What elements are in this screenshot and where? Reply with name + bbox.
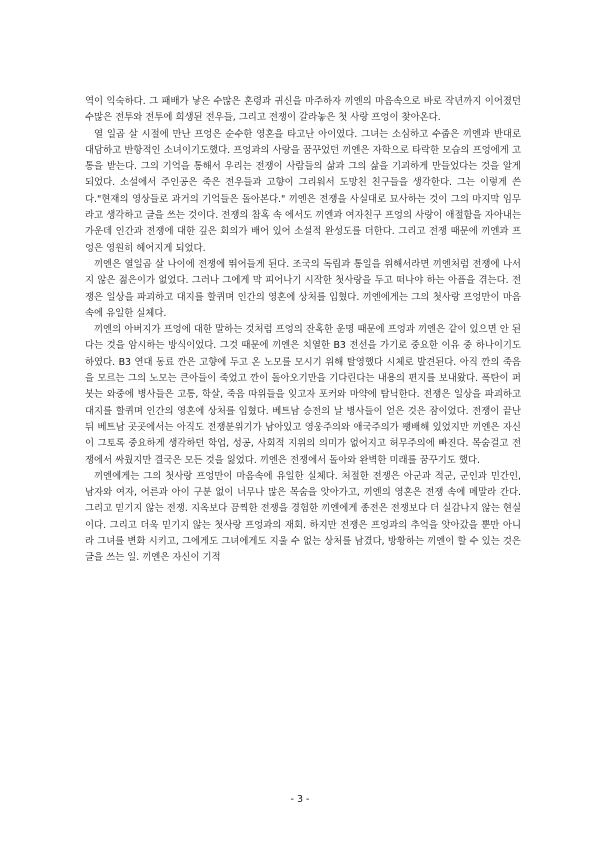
paragraph: 끼엔의 아버지가 프엉에 대한 말하는 것처럼 프엉의 잔혹한 운명 때문에 프엉과 끼엔은 같이 있으면 안 된다는 것을 암시하는 방식이었다. 그것 때문에 끼엔은 치열한 B3 전선을 가기로 중요한 이유 중 하나이기도 하였다. B3 연대 동료 깐은 고향에 두고 온 노모를 모시기 위해 탈영했다 시체로 발견된다. 아직 깐의 죽음을 모르는 그의 노모는 큰아들이 죽었고 깐이 돌아오기만을 기다린다는 내용의 편지를 보내왔다. 폭탄이 퍼붓는 와중에 병사들은 고통, 학살, 죽음 따위들을 잊고자 포커와 마약에 탐닉한다. 전쟁은 일상을 파괴하고 대지를 할퀴며 인간의 영혼에 상처를 입혔다. 베트남 승전의 날 병사들이 얻은 것은 잠이었다. 전쟁이 끝난 뒤 베트남 곳곳에서는 아직도 전쟁분위기가 남아있고 영웅주의와 애국주의가 팽배해 있었지만 끼엔은 자신이 그토록 중요하게 생각하던 학업, 성공, 사회적 지위의 의미가 없어지고 허무주의에 빠진다. 목숨걸고 전쟁에서 싸웠지만 결국은 모든 것을 잃었다. 끼엔은 전쟁에서 돌아와 완벽한 미래를 꿈꾸기도 했다. bbox=[85, 324, 521, 466]
paragraph: 끼엔은 열일곱 살 나이에 전쟁에 뛰어들게 된다. 조국의 독립과 통일을 위해서라면 끼엔처럼 전쟁에 나서지 않은 젊은이가 없었다. 그러나 그에게 막 피어나기 시작한 첫사랑을 두고 떠나야 하는 아픔을 겪는다. 전쟁은 일상을 파괴하고 대지를 할퀴며 인간의 영혼에 상처를 입혔다. 끼엔에게는 그의 첫사랑 프엉만이 마음속에 유일한 실체다. bbox=[85, 258, 521, 319]
paragraph: 역이 익숙하다. 그 패배가 낳은 수많은 혼령과 귀신을 마주하자 끼엔의 마음속으로 바로 작년까지 이어졌던 수많은 전투와 전투에 희생된 전우들, 그리고 전쟁이 갈라놓은 첫 사랑 프엉이 찾아온다. bbox=[85, 96, 521, 124]
page-number: - 3 - bbox=[290, 794, 310, 805]
paragraph: 끼엔에게는 그의 첫사랑 프엉만이 마음속에 유일한 실체다. 처절한 전쟁은 아군과 적군, 군인과 민간인, 남자와 여자, 어른과 아이 구분 없이 너무나 많은 목숨을 앗아가고, 끼엔의 영혼은 전쟁 속에 메말라 간다. 그리고 믿기지 않는 전쟁. 지옥보다 끔찍한 전쟁을 경험한 끼엔에게 종전은 전쟁보다 더 실감나지 않는 현실이다. 그리고 더욱 믿기지 않는 첫사랑 프엉과의 재회. 하지만 전쟁은 프엉과의 추억을 앗아갔을 뿐만 아니라 그녀를 변화 시키고, 그에게도 그녀에게도 지울 수 없는 상처를 남겼다, 방황하는 끼엔이 할 수 있는 것은 글을 쓰는 일. 끼엔은 자신이 기적 bbox=[85, 470, 521, 564]
body-text bbox=[85, 94, 521, 567]
paragraph: 열 일곱 살 시절에 만난 프엉은 순수한 영혼을 타고난 아이였다. 그녀는 소심하고 수줍은 끼엔과 반대로 대담하고 반항적인 소녀이기도했다. 프엉과의 사랑을 꿈꾸었던 끼엔은 자학으로 타락한 모습의 프엉에게 고통을 받는다. 그의 기억을 통해서 우리는 전쟁이 사람들의 삶과 그의 삶을 기괴하게 만들었다는 것을 알게 되었다. 소설에서 주인공은 죽은 전우들과 고향이 그리워서 도망친 친구들을 생각한다. 그는 이렇게 쓴다."현재의 영상들로 과거의 기억들은 돌아본다." 끼엔은 전쟁을 사실대로 묘사하는 것이 그의 마지막 임무라고 생각하고 글을 쓰는 것이다. 전쟁의 참혹 속 에서도 끼엔과 여자친구 프엉의 사랑이 애절함을 자아내는 가운데 인간과 전쟁에 대한 깊은 회의가 배어 있어 소설적 완성도를 더한다. 그리고 전쟁 때문에 끼엔과 프엉은 영원히 헤어지게 되었다. bbox=[85, 128, 521, 254]
